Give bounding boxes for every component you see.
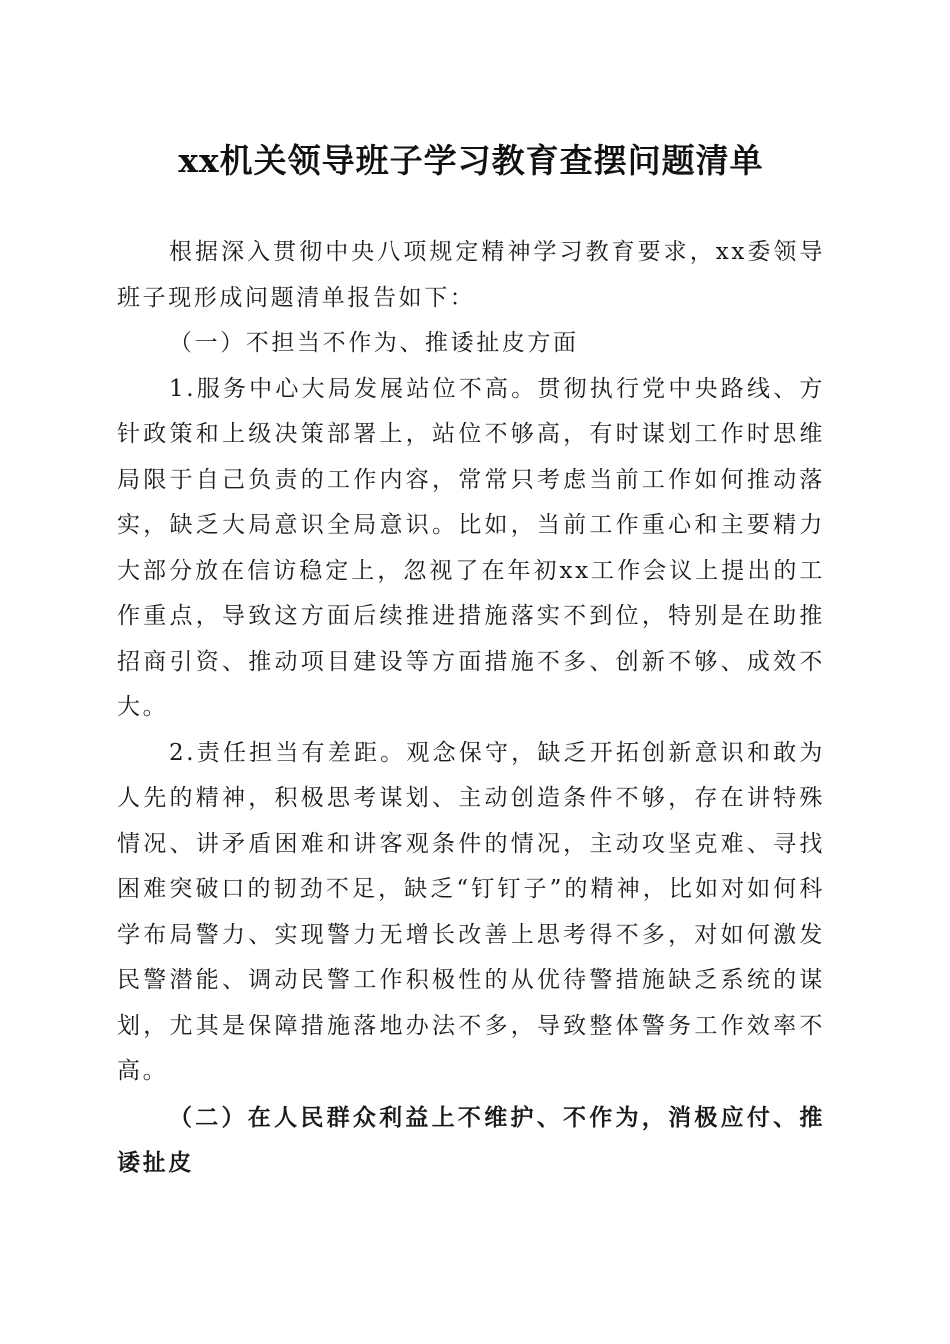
section-2-heading: （二）在人民群众利益上不维护、不作为，消极应付、推诿扯皮 xyxy=(117,1103,825,1176)
intro-paragraph: 根据深入贯彻中央八项规定精神学习教育要求，xx委领导班子现形成问题清单报告如下： xyxy=(117,239,825,311)
document-title: xx机关领导班子学习教育查摆问题清单 xyxy=(178,141,764,180)
section-1-heading: （一）不担当不作为、推诿扯皮方面 xyxy=(169,330,579,356)
document-body xyxy=(117,230,825,1186)
item-1-paragraph: 1.服务中心大局发展站位不高。贯彻执行党中央路线、方针政策和上级决策部署上，站位不够高，有时谋划工作时思维局限于自己负责的工作内容，常常只考虑当前工作如何推动落实，缺乏大局意识全局意识。比如，当前工作重心和主要精力大部分放在信访稳定上，忽视了在年初xx工作会议上提出的工作重点，导致这方面后续推进措施落实不到位，特别是在助推招商引资、推动项目建设等方面措施不多、创新不够、成效不大。 xyxy=(117,375,825,720)
item-2-paragraph: 2.责任担当有差距。观念保守，缺乏开拓创新意识和敢为人先的精神，积极思考谋划、主动创造条件不够，存在讲特殊情况、讲矛盾困难和讲客观条件的情况，主动攻坚克难、寻找困难突破口的韧劲不足，缺乏“钉钉子”的精神，比如对如何科学布局警力、实现警力无增长改善上思考得不多，对如何激发民警潜能、调动民警工作积极性的从优待警措施缺乏系统的谋划，尤其是保障措施落地办法不多，导致整体警务工作效率不高。 xyxy=(117,739,825,1084)
